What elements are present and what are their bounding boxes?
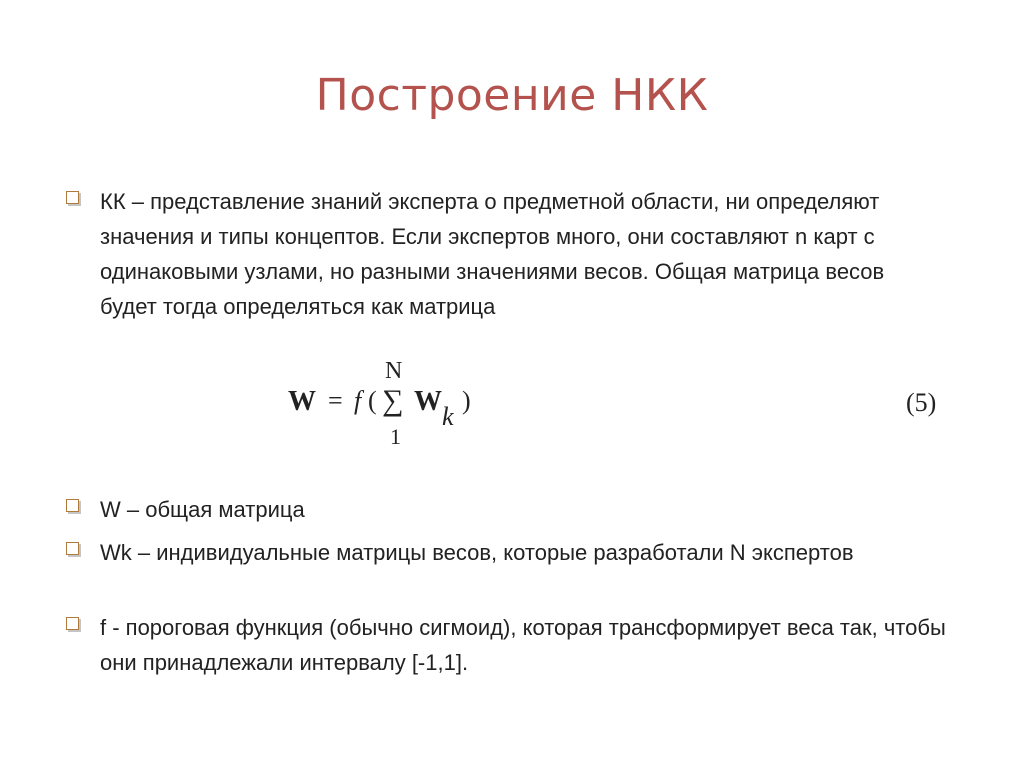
formula-number: (5) [906,388,937,417]
formula-lower-limit: 1 [390,424,401,449]
bullet-text: W – общая матрица [100,497,305,522]
formula-subscript: k [442,402,454,431]
formula-function: f [354,386,362,415]
formula-close-paren: ) [462,386,471,415]
bullet-item [66,184,946,324]
bullet-item [66,610,946,680]
bullet-item [66,535,946,570]
formula-equals: = [328,386,343,415]
bullet-item [66,492,946,527]
bullet-text: Wk – индивидуальные матрицы весов, которые разработали N экспертов [100,540,854,565]
checkbox-square-icon [66,542,81,557]
formula-upper-limit: N [385,358,403,384]
formula-lhs: W [288,386,316,417]
bullet-text: КК – представление знаний эксперта о предметной области, ни определяют значения и типы концептов. Если экспертов много, они составляют n карт с одинаковыми узлами, но разными значениями весов. Общая матрица весов будет тогда определяться как матрица [100,189,885,319]
slide-title: Построение НКК [315,70,709,121]
checkbox-square-icon [66,191,81,206]
bullet-text: f - пороговая функция (обычно сигмоид), которая трансформирует веса так, чтобы они принадлежали интервалу [-1,1]. [100,615,946,675]
formula-term: W [414,386,442,417]
formula-open-paren: ( [368,386,377,415]
formula-sum-symbol: ∑ [382,384,404,417]
checkbox-square-icon [66,617,81,632]
formula [280,358,960,458]
checkbox-square-icon [66,499,81,514]
